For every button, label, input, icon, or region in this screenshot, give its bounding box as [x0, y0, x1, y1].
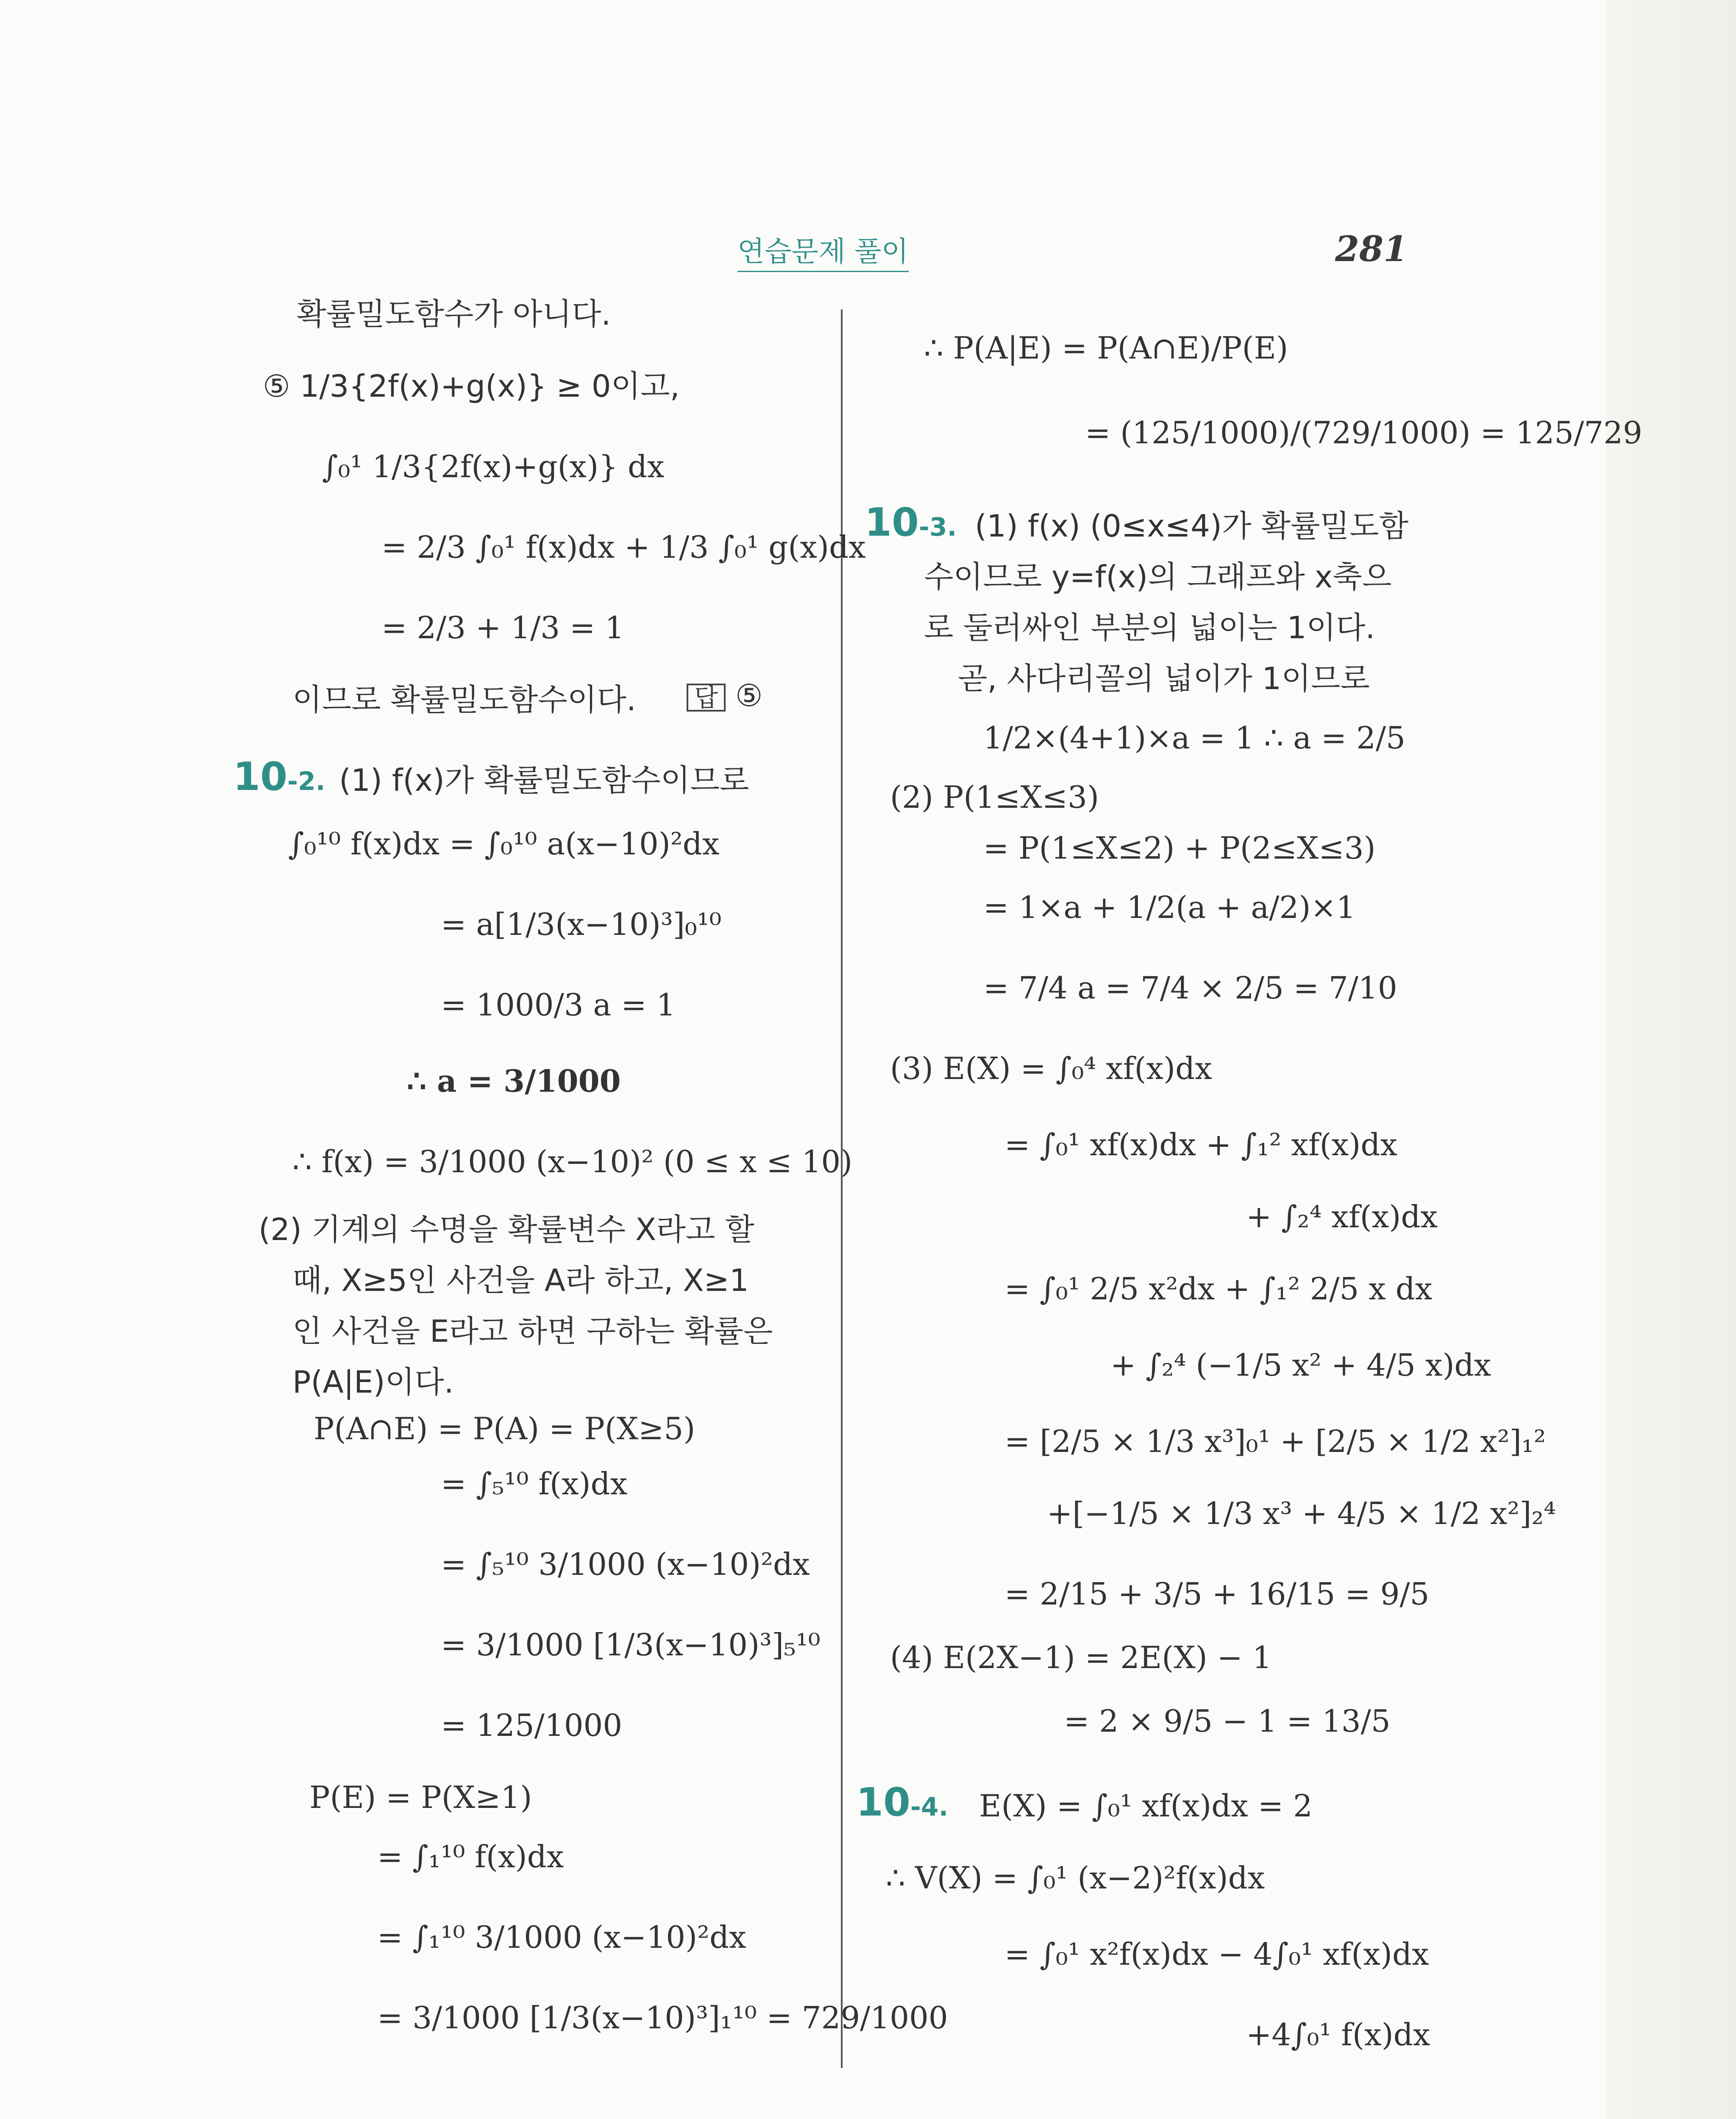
text-line: P(A∩E) = P(A) = P(X≥5): [314, 1411, 696, 1446]
problem-number-sub: -3.: [919, 512, 957, 542]
column-divider: [841, 309, 843, 2068]
text-line: (1) f(x)가 확률밀도함수이므로: [339, 762, 749, 798]
text-line: 때, X≥5인 사건을 A라 하고, X≥1: [292, 1263, 749, 1298]
text-line: +[−1/5 × 1/3 x³ + 4/5 × 1/2 x²]₂⁴: [1047, 1496, 1556, 1531]
text-line: = ∫₅¹⁰ 3/1000 (x−10)²dx: [441, 1546, 810, 1582]
text-line: 1/2×(4+1)×a = 1 ∴ a = 2/5: [983, 720, 1405, 756]
text-line: = P(1≤X≤2) + P(2≤X≤3): [983, 830, 1376, 866]
text-line: P(E) = P(X≥1): [309, 1780, 532, 1815]
running-title: 연습문제 풀이: [737, 229, 909, 272]
text-line: = 2/15 + 3/5 + 16/15 = 9/5: [1004, 1576, 1430, 1612]
text-line: + ∫₂⁴ xf(x)dx: [1246, 1199, 1438, 1235]
text-line: 로 둘러싸인 부분의 넓이는 1이다.: [924, 610, 1375, 645]
text-line: = 7/4 a = 7/4 × 2/5 = 7/10: [983, 970, 1397, 1006]
problem-number-main: 10: [856, 1780, 911, 1825]
text-line: + ∫₂⁴ (−1/5 x² + 4/5 x)dx: [1110, 1347, 1491, 1383]
text-line: (2) P(1≤X≤3): [890, 779, 1099, 815]
text-line: E(X) = ∫₀¹ xf(x)dx = 2: [979, 1788, 1313, 1824]
text-line: = 2/3 + 1/3 = 1: [381, 610, 624, 645]
text-line: = 125/1000: [441, 1707, 623, 1743]
text-line: = 2/3 ∫₀¹ f(x)dx + 1/3 ∫₀¹ g(x)dx: [381, 529, 866, 565]
problem-number-sub: -4.: [910, 1792, 949, 1822]
text-line: = ∫₅¹⁰ f(x)dx: [441, 1466, 628, 1502]
text-line: 확률밀도함수가 아니다.: [297, 296, 611, 332]
text-line: (1) f(x) (0≤x≤4)가 확률밀도함: [975, 508, 1409, 544]
text-line: P(A|E)이다.: [292, 1364, 454, 1400]
text-line: ∴ a = 3/1000: [407, 1063, 621, 1099]
text-line: = (125/1000)/(729/1000) = 125/729: [1085, 415, 1642, 450]
text-line: = 2 × 9/5 − 1 = 13/5: [1064, 1703, 1391, 1739]
answer-value: ⑤: [735, 678, 763, 713]
text-line: ∴ P(A|E) = P(A∩E)/P(E): [924, 330, 1288, 366]
text-line: 이므로 확률밀도함수이다.: [292, 682, 636, 717]
text-line: ∫₀¹ 1/3{2f(x)+g(x)} dx: [322, 449, 665, 484]
text-line: = 3/1000 [1/3(x−10)³]₅¹⁰: [441, 1627, 821, 1663]
problem-number-sub: -2.: [287, 767, 326, 796]
text-line: 곧, 사다리꼴의 넓이가 1이므로: [958, 661, 1370, 696]
text-line: = 1000/3 a = 1: [441, 987, 676, 1023]
page-edge-shadow: [1606, 0, 1736, 2119]
text-line: = 1×a + 1/2(a + a/2)×1: [983, 890, 1356, 925]
problem-number-main: 10: [233, 754, 288, 799]
problem-number: [865, 500, 957, 545]
text-line: 인 사건을 E라고 하면 구하는 확률은: [292, 1313, 773, 1349]
answer-mark: [687, 678, 762, 713]
text-line: = 3/1000 [1/3(x−10)³]₁¹⁰ = 729/1000: [377, 2000, 948, 2036]
text-line: = ∫₀¹ xf(x)dx + ∫₁² xf(x)dx: [1004, 1127, 1398, 1162]
answer-label: 답: [687, 684, 726, 712]
text-line: ∴ V(X) = ∫₀¹ (x−2)²f(x)dx: [886, 1860, 1265, 1896]
text-line: = ∫₀¹ x²f(x)dx − 4∫₀¹ xf(x)dx: [1004, 1936, 1429, 1972]
problem-number-main: 10: [865, 500, 919, 545]
text-line: ∴ f(x) = 3/1000 (x−10)² (0 ≤ x ≤ 10): [292, 1144, 853, 1179]
problem-number: [233, 754, 325, 799]
text-line: ∫₀¹⁰ f(x)dx = ∫₀¹⁰ a(x−10)²dx: [288, 826, 720, 862]
text-line: (3) E(X) = ∫₀⁴ xf(x)dx: [890, 1051, 1212, 1086]
text-line: = ∫₁¹⁰ f(x)dx: [377, 1839, 564, 1874]
text-line: = ∫₀¹ 2/5 x²dx + ∫₁² 2/5 x dx: [1004, 1271, 1433, 1307]
text-line: = a[1/3(x−10)³]₀¹⁰: [441, 907, 722, 942]
text-line: 수이므로 y=f(x)의 그래프와 x축으: [924, 559, 1392, 595]
page-number: 281: [1335, 229, 1408, 270]
text-line: (4) E(2X−1) = 2E(X) − 1: [890, 1640, 1272, 1675]
problem-number: [856, 1780, 948, 1825]
text-line: +4∫₀¹ f(x)dx: [1246, 2017, 1430, 2052]
text-line: ⑤ 1/3{2f(x)+g(x)} ≥ 0이고,: [263, 368, 680, 404]
text-line: = ∫₁¹⁰ 3/1000 (x−10)²dx: [377, 1919, 746, 1955]
text-line: = [2/5 × 1/3 x³]₀¹ + [2/5 × 1/2 x²]₁²: [1004, 1424, 1546, 1459]
text-line: (2) 기계의 수명을 확률변수 X라고 할: [259, 1212, 754, 1247]
